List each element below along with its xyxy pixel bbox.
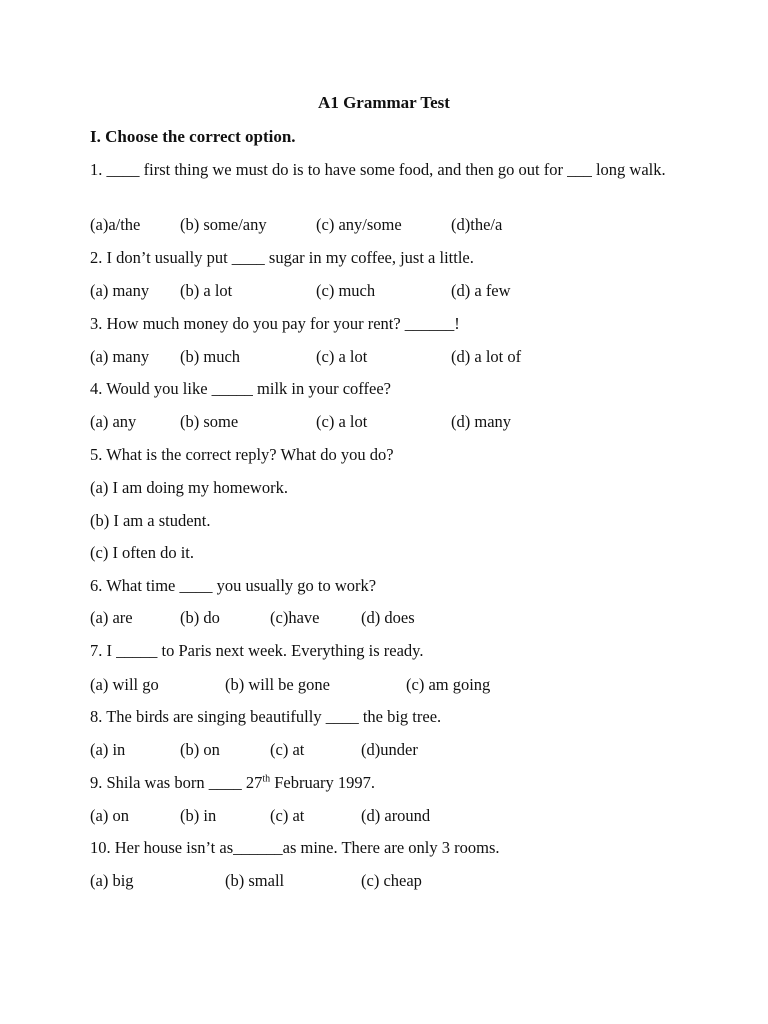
option-a[interactable]: (a) on — [90, 806, 129, 825]
question-6-options — [90, 608, 690, 628]
option-d[interactable]: (d)the/a — [451, 215, 503, 234]
option-a[interactable]: (a) I am doing my homework. — [90, 478, 288, 497]
question-1: 1. ____ first thing we must do is to have some food, and then go out for ___ long walk. — [90, 160, 666, 179]
option-c[interactable]: (c)have — [270, 608, 320, 627]
question-1-options — [90, 215, 690, 235]
option-c[interactable]: (c) a lot — [316, 347, 368, 366]
option-a[interactable]: (a) will go — [90, 675, 159, 694]
question-10-options — [90, 871, 690, 891]
ordinal-suffix: th — [262, 773, 271, 785]
option-b[interactable]: (b) will be gone — [225, 675, 330, 694]
question-7: 7. I _____ to Paris next week. Everything is ready. — [90, 641, 424, 660]
option-d[interactable]: (d) around — [361, 806, 431, 825]
page-title: A1 Grammar Test — [318, 93, 450, 112]
question-2-options — [90, 281, 690, 301]
question-3: 3. How much money do you pay for your rent? ______! — [90, 314, 460, 333]
option-a[interactable]: (a) many — [90, 347, 150, 366]
question-10: 10. Her house isn’t as______as mine. There are only 3 rooms. — [90, 838, 500, 857]
option-b[interactable]: (b) I am a student. — [90, 511, 211, 530]
option-b[interactable]: (b) some/any — [180, 215, 267, 234]
question-4: 4. Would you like _____ milk in your coffee? — [90, 379, 391, 398]
question-7-options — [90, 675, 690, 695]
question-9-text: 9. Shila was born ____ 27 — [90, 773, 263, 792]
option-c[interactable]: (c) cheap — [361, 871, 422, 890]
question-9 — [90, 771, 375, 794]
option-b[interactable]: (b) do — [180, 608, 220, 627]
option-d[interactable]: (d) a few — [451, 281, 511, 300]
question-3-options — [90, 347, 690, 367]
option-b[interactable]: (b) on — [180, 740, 220, 759]
question-6: 6. What time ____ you usually go to work? — [90, 576, 377, 595]
option-c[interactable]: (c) at — [270, 806, 305, 825]
option-d[interactable]: (d) does — [361, 608, 415, 627]
option-b[interactable]: (b) some — [180, 412, 239, 431]
option-c[interactable]: (c) at — [270, 740, 305, 759]
option-c[interactable]: (c) a lot — [316, 412, 368, 431]
option-c[interactable]: (c) I often do it. — [90, 543, 195, 562]
option-d[interactable]: (d) many — [451, 412, 512, 431]
option-a[interactable]: (a) are — [90, 608, 133, 627]
option-c[interactable]: (c) much — [316, 281, 376, 300]
option-d[interactable]: (d)under — [361, 740, 418, 759]
option-b[interactable]: (b) a lot — [180, 281, 233, 300]
option-b[interactable]: (b) small — [225, 871, 285, 890]
option-d[interactable]: (d) a lot of — [451, 347, 522, 366]
option-b[interactable]: (b) much — [180, 347, 241, 366]
question-9-text-end: February 1997. — [270, 773, 376, 792]
option-b[interactable]: (b) in — [180, 806, 217, 825]
option-a[interactable]: (a) many — [90, 281, 150, 300]
option-c[interactable]: (c) any/some — [316, 215, 402, 234]
question-2: 2. I don’t usually put ____ sugar in my coffee, just a little. — [90, 248, 474, 267]
question-8-options — [90, 740, 690, 760]
option-a[interactable]: (a)a/the — [90, 215, 141, 234]
option-a[interactable]: (a) big — [90, 871, 134, 890]
question-8: 8. The birds are singing beautifully ____ the big tree. — [90, 707, 442, 726]
question-9-options — [90, 806, 690, 826]
option-a[interactable]: (a) any — [90, 412, 137, 431]
option-a[interactable]: (a) in — [90, 740, 126, 759]
section-heading: I. Choose the correct option. — [90, 127, 296, 146]
question-4-options — [90, 412, 690, 432]
option-c[interactable]: (c) am going — [406, 675, 491, 694]
question-5: 5. What is the correct reply? What do you do? — [90, 445, 394, 464]
